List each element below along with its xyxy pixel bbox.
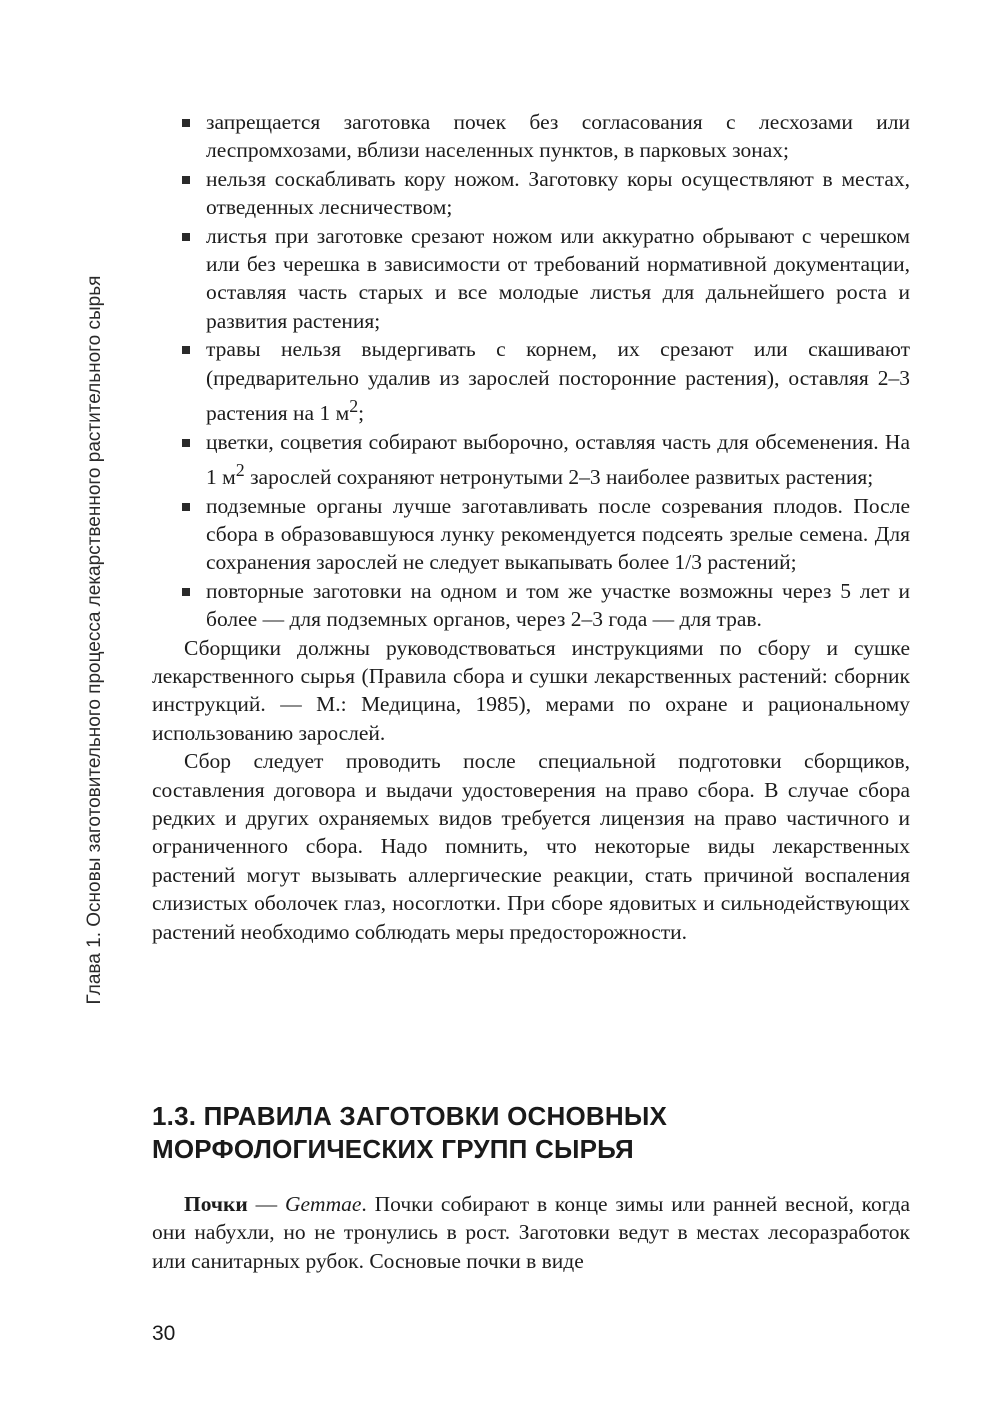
section-heading: 1.3. ПРАВИЛА ЗАГОТОВКИ ОСНОВНЫХ МОРФОЛОГИЧЕСКИХ ГРУПП СЫРЬЯ: [152, 1101, 668, 1164]
latin-term: Gemmae: [284, 1192, 362, 1216]
superscript: 2: [349, 396, 359, 417]
dash: —: [247, 1192, 285, 1216]
superscript: 2: [235, 460, 245, 481]
list-item-text: цветки, соцветия собирают выборочно, оставляя часть для обсеменения. На 1 м: [206, 429, 910, 490]
square-bullet-icon: [182, 588, 190, 596]
section-text: [152, 1190, 910, 1275]
running-head: Глава 1. Основы заготовительного процесса лекарственного растительного сырья: [84, 275, 105, 1005]
square-bullet-icon: [182, 346, 190, 354]
list-item: [152, 335, 910, 427]
page-number: 30: [152, 1322, 176, 1345]
list-item-text: подземные органы лучше заготавливать после созревания плодов. После сбора в образовавшуюся лунку рекомендуется подсеять зрелые семена. Для сохранения зарослей не следует выкапывать более 1/3 растений;: [206, 493, 910, 575]
paragraph: [152, 1190, 910, 1275]
rules-list: [152, 108, 910, 634]
list-item-text: запрещается заготовка почек без согласования с лесхозами или леспромхозами, вблизи населенных пунктов, в парковых зонах;: [206, 110, 910, 163]
paragraph: Сбор следует проводить после специальной подготовки сборщиков, составления договора и выдачи удостоверения на право сбора. В случае сбора редких и других охраняемых видов требуется лицензия на право частичного и ограниченного сбора. Надо помнить, что некоторые виды лекарственных растений могут вызывать аллергические реакции, стать причиной воспаления слизистых оболочек глаз, носоглотки. При сборе ядовитых и сильнодействующих растений необходимо соблюдать меры предосторожности.: [152, 749, 910, 944]
list-item: [152, 492, 910, 577]
list-item-text: повторные заготовки на одном и том же участке возможны через 5 лет и более — для подземных органов, через 2–3 года — для трав.: [206, 578, 910, 632]
list-item: [152, 428, 910, 492]
list-item: [152, 108, 910, 165]
list-item-text: нельзя соскабливать кору ножом. Заготовку коры осуществляют в местах, отведенных лесничеством;: [206, 166, 910, 220]
square-bullet-icon: [182, 233, 190, 241]
square-bullet-icon: [182, 439, 190, 447]
list-item-text: листья при заготовке срезают ножом или аккуратно обрывают с черешком или без черешка в зависимости от требований нормативной документации, оставляя часть старых и все молодые листья для дальнейшего роста и развития растения;: [206, 223, 910, 333]
list-item: [152, 222, 910, 336]
paragraph: Сборщики должны руководствоваться инструкциями по сбору и сушке лекарственного сырья (Правила сбора и сушки лекарственных растений: сборник инструкций. — М.: Медицина, 1985), мерами по охране и рациональному использованию зарослей.: [152, 635, 910, 745]
term: Почки: [184, 1192, 248, 1216]
paragraph-text: . Почки собирают в конце зимы или ранней весной, когда они набухли, но не тронулись в рост. Заготовки ведут в местах лесоразработок или санитарных рубок. Сосновые почки в виде: [152, 1192, 910, 1273]
square-bullet-icon: [182, 503, 190, 511]
list-item: [152, 165, 910, 222]
list-item-text-end: зарослей сохраняют нетронутыми 2–3 наиболее развитых растения;: [244, 465, 874, 490]
square-bullet-icon: [182, 119, 190, 127]
square-bullet-icon: [182, 176, 190, 184]
main-text: [152, 108, 910, 946]
list-item-text: травы нельзя выдергивать с корнем, их срезают или скашивают (предварительно удалив из зарослей посторонние растения), оставляя 2–3 растения на 1 м: [206, 337, 910, 426]
list-item-text-end: ;: [358, 401, 365, 426]
list-item: [152, 577, 910, 634]
